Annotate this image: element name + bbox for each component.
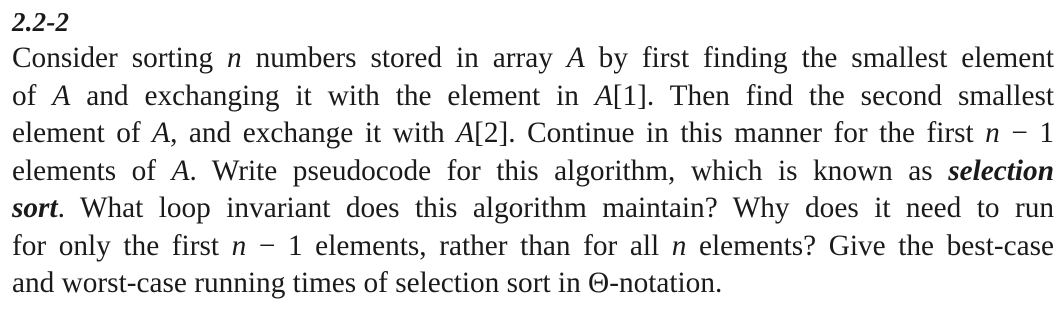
text-run: of <box>12 79 53 112</box>
text-run: . Write pseudocode for this algorithm, which is known as <box>189 154 949 187</box>
math-variable: A <box>456 117 475 149</box>
text-run: elements? Give the best-case <box>686 229 1055 262</box>
body-line <box>12 228 1054 266</box>
text-run: , and exchange it with <box>170 117 457 149</box>
math-variable: A <box>171 154 190 187</box>
text-run: [2]. Continue in this manner for the first <box>474 117 986 149</box>
body-line <box>12 115 1054 153</box>
math-variable: A <box>566 42 585 74</box>
text-run: − 1 <box>999 117 1055 149</box>
exercise <box>12 4 1054 303</box>
text-run: [1]. Then find the second smallest <box>612 79 1054 112</box>
text-run: . What loop invariant does this algorithm maintain? Why does it need to run <box>57 192 1054 224</box>
math-variable: A <box>52 79 71 112</box>
math-variable: n <box>985 117 1000 149</box>
body-line <box>12 265 1054 303</box>
text-run: numbers stored in array <box>241 42 567 74</box>
math-variable: n <box>231 229 247 262</box>
body-line <box>12 40 1054 78</box>
body-line <box>12 78 1054 116</box>
text-run: and exchanging it with the element in <box>70 79 595 112</box>
text-run: elements of <box>12 154 172 187</box>
text-run: element of <box>12 117 153 149</box>
defined-term: selection <box>948 154 1054 187</box>
exercise-body <box>12 40 1054 303</box>
defined-term: sort <box>12 192 58 224</box>
body-line <box>12 190 1054 228</box>
math-variable: A <box>152 117 171 149</box>
math-variable: n <box>671 229 687 262</box>
text-run: Consider sorting <box>12 42 228 74</box>
math-variable: n <box>227 42 242 74</box>
body-line <box>12 153 1054 191</box>
text-run: for only the first <box>12 229 232 262</box>
math-variable: A <box>594 79 613 112</box>
text-run: − 1 elements, rather than for all <box>246 229 672 262</box>
text-run: by first finding the smallest element <box>584 42 1054 74</box>
exercise-number: 2.2-2 <box>12 7 70 37</box>
text-run: and worst-case running times of selection sort in Θ-notation. <box>12 267 723 299</box>
